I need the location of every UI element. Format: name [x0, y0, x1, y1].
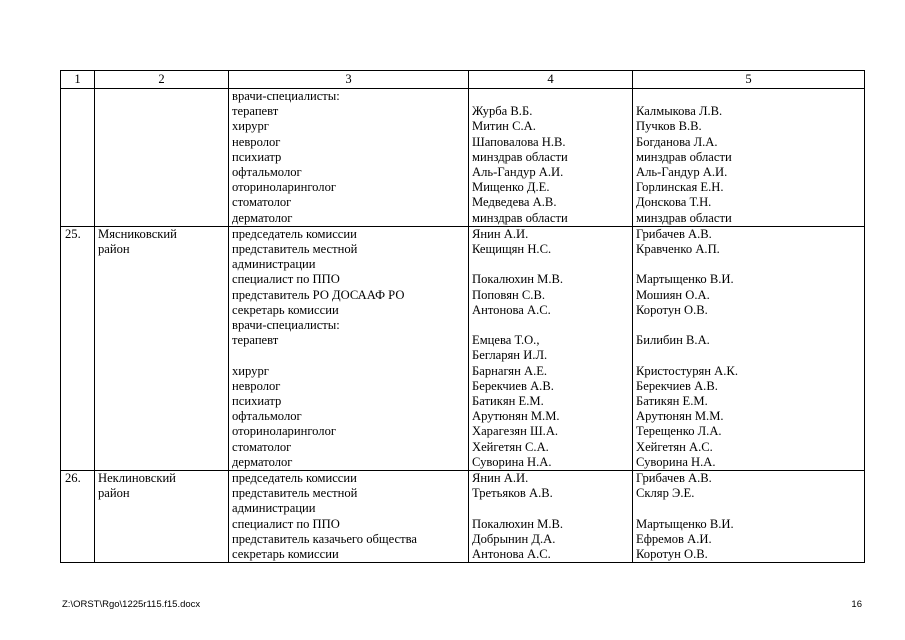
reserve-cell-line: Коротун О.В. [636, 302, 708, 317]
reserve-cell-line: Суворина Н.А. [636, 454, 716, 469]
member-cell-line [472, 89, 629, 104]
member-cell-line [472, 501, 629, 516]
reserve-cell-line [636, 501, 861, 516]
district-cell [95, 89, 229, 227]
reserve-cell [633, 89, 865, 227]
reserve-cell-line: минздрав области [636, 149, 732, 164]
reserve-cell [633, 471, 865, 563]
column-header: 5 [633, 71, 865, 89]
role-cell-line: председатель комиссии [232, 226, 357, 241]
header-row [61, 71, 865, 89]
member-cell-line: Харагезян Ш.А. [472, 424, 559, 439]
row-number [61, 89, 95, 227]
table-row [61, 471, 865, 563]
table-row [61, 226, 865, 470]
member-cell-line: Шаповалова Н.В. [472, 134, 566, 149]
member-cell-line: минздрав области [472, 149, 568, 164]
reserve-cell-line: Мартыщенко В.И. [636, 272, 734, 287]
role-cell-line: врачи-специалисты: [232, 318, 340, 333]
member-cell-line: Кещищян Н.С. [472, 242, 552, 257]
role-cell-line [232, 348, 465, 363]
reserve-cell [633, 226, 865, 470]
role-cell-line: специалист по ППО [232, 516, 340, 531]
role-cell-line: оториноларинголог [232, 424, 337, 439]
member-cell-line: Медведева А.В. [472, 195, 557, 210]
reserve-cell-line: Коротун О.В. [636, 547, 708, 562]
member-cell-line: Берекчиев А.В. [472, 378, 554, 393]
role-cell-line: секретарь комиссии [232, 547, 339, 562]
reserve-cell-line: Богданова Л.А. [636, 134, 718, 149]
reserve-cell-line: Донскова Т.Н. [636, 195, 712, 210]
role-cell [229, 471, 469, 563]
page-number: 16 [851, 599, 862, 610]
member-cell-line: Хейгетян С.А. [472, 439, 549, 454]
member-cell [469, 89, 633, 227]
column-header: 1 [61, 71, 95, 89]
member-cell-line: Емцева Т.О., [472, 333, 540, 348]
role-cell-line: терапевт [232, 104, 279, 119]
role-cell-line: невролог [232, 378, 281, 393]
member-cell-line: Барнагян А.Е. [472, 363, 548, 378]
member-cell-line: Митин С.А. [472, 119, 536, 134]
reserve-cell-line [636, 89, 861, 104]
member-cell-line: Поповян С.В. [472, 287, 545, 302]
reserve-cell-line [636, 348, 861, 363]
role-cell [229, 226, 469, 470]
row-number: 25. [61, 226, 95, 470]
member-cell-line: Антонова А.С. [472, 547, 551, 562]
commission-table [60, 70, 865, 563]
member-cell-line: Антонова А.С. [472, 302, 551, 317]
reserve-cell-line: Аль-Гандур А.И. [636, 165, 728, 179]
role-cell-line: стоматолог [232, 439, 292, 454]
reserve-cell-line: Кристостурян А.К. [636, 363, 738, 378]
member-cell-line: Покалюхин М.В. [472, 272, 564, 287]
column-header: 3 [229, 71, 469, 89]
role-cell-line: хирург [232, 363, 269, 378]
column-header: 2 [95, 71, 229, 89]
footer-file-path: Z:\ORST\Rgo\1225r115.f15.docx [62, 599, 201, 610]
role-cell-line: председатель комиссии [232, 471, 357, 486]
reserve-cell-line: Берекчиев А.В. [636, 378, 718, 393]
reserve-cell-line: Пучков В.В. [636, 119, 702, 134]
reserve-cell-line: Грибачев А.В. [636, 471, 712, 486]
role-cell-line: оториноларинголог [232, 180, 337, 195]
member-cell [469, 226, 633, 470]
role-cell [229, 89, 469, 227]
role-cell-line: терапевт [232, 333, 279, 348]
district-cell [95, 471, 229, 563]
role-cell-line: стоматолог [232, 195, 292, 210]
member-cell-line: Добрынин Д.А. [472, 531, 556, 546]
member-cell-line: Батикян Е.М. [472, 394, 544, 409]
reserve-cell-line: Мартыщенко В.И. [636, 516, 734, 531]
role-cell-line: представитель местной [232, 242, 358, 257]
reserve-cell-line: Ефремов А.И. [636, 531, 712, 546]
role-cell-line: администрации [232, 257, 316, 272]
member-cell-line: минздрав области [472, 210, 568, 225]
role-cell-line: офтальмолог [232, 165, 302, 180]
role-cell-line: психиатр [232, 394, 282, 409]
reserve-cell-line: Батикян Е.М. [636, 394, 708, 409]
table-row [61, 89, 865, 227]
row-number: 26. [61, 471, 95, 563]
reserve-cell-line: Хейгетян А.С. [636, 439, 713, 454]
member-cell-line: Янин А.И. [472, 471, 529, 486]
role-cell-line: специалист по ППО [232, 272, 340, 287]
role-cell-line: психиатр [232, 149, 282, 164]
member-cell-line: Покалюхин М.В. [472, 516, 564, 531]
role-cell-line: представитель местной [232, 486, 358, 501]
role-cell-line: врачи-специалисты: [232, 89, 340, 103]
role-cell-line: офтальмолог [232, 409, 302, 424]
district-cell-line: Мясниковский [98, 226, 177, 241]
reserve-cell-line: Терещенко Л.А. [636, 424, 722, 439]
member-cell-line: Аль-Гандур А.И. [472, 165, 564, 179]
district-cell-line: Неклиновский [98, 471, 176, 486]
reserve-cell-line: Горлинская Е.Н. [636, 180, 724, 195]
district-cell-line: район [98, 486, 130, 501]
member-cell-line: Бегларян И.Л. [472, 348, 548, 363]
member-cell-line: Суворина Н.А. [472, 454, 552, 469]
reserve-cell-line: Мошиян О.А. [636, 287, 710, 302]
reserve-cell-line [636, 257, 861, 272]
role-cell-line: невролог [232, 134, 281, 149]
member-cell-line: Третьяков А.В. [472, 486, 553, 501]
role-cell-line: секретарь комиссии [232, 302, 339, 317]
role-cell-line: дерматолог [232, 454, 293, 469]
role-cell-line: представитель РО ДОСААФ РО [232, 287, 405, 302]
reserve-cell-line: Билибин В.А. [636, 333, 710, 348]
district-cell-line: район [98, 242, 130, 257]
role-cell-line: дерматолог [232, 210, 293, 225]
role-cell-line: администрации [232, 501, 316, 516]
member-cell-line [472, 318, 629, 333]
member-cell-line: Янин А.И. [472, 226, 529, 241]
reserve-cell-line: Кравченко А.П. [636, 242, 720, 257]
column-header: 4 [469, 71, 633, 89]
member-cell-line: Арутюнян М.М. [472, 409, 560, 424]
reserve-cell-line: Калмыкова Л.В. [636, 104, 723, 119]
reserve-cell-line [636, 318, 861, 333]
member-cell-line: Журба В.Б. [472, 104, 533, 119]
member-cell [469, 471, 633, 563]
member-cell-line: Мищенко Д.Е. [472, 180, 550, 195]
reserve-cell-line: минздрав области [636, 210, 732, 225]
reserve-cell-line: Грибачев А.В. [636, 226, 712, 241]
role-cell-line: хирург [232, 119, 269, 134]
district-cell [95, 226, 229, 470]
reserve-cell-line: Скляр Э.Е. [636, 486, 695, 501]
role-cell-line: представитель казачьего общества [232, 531, 417, 546]
member-cell-line [472, 257, 629, 272]
reserve-cell-line: Арутюнян М.М. [636, 409, 724, 424]
